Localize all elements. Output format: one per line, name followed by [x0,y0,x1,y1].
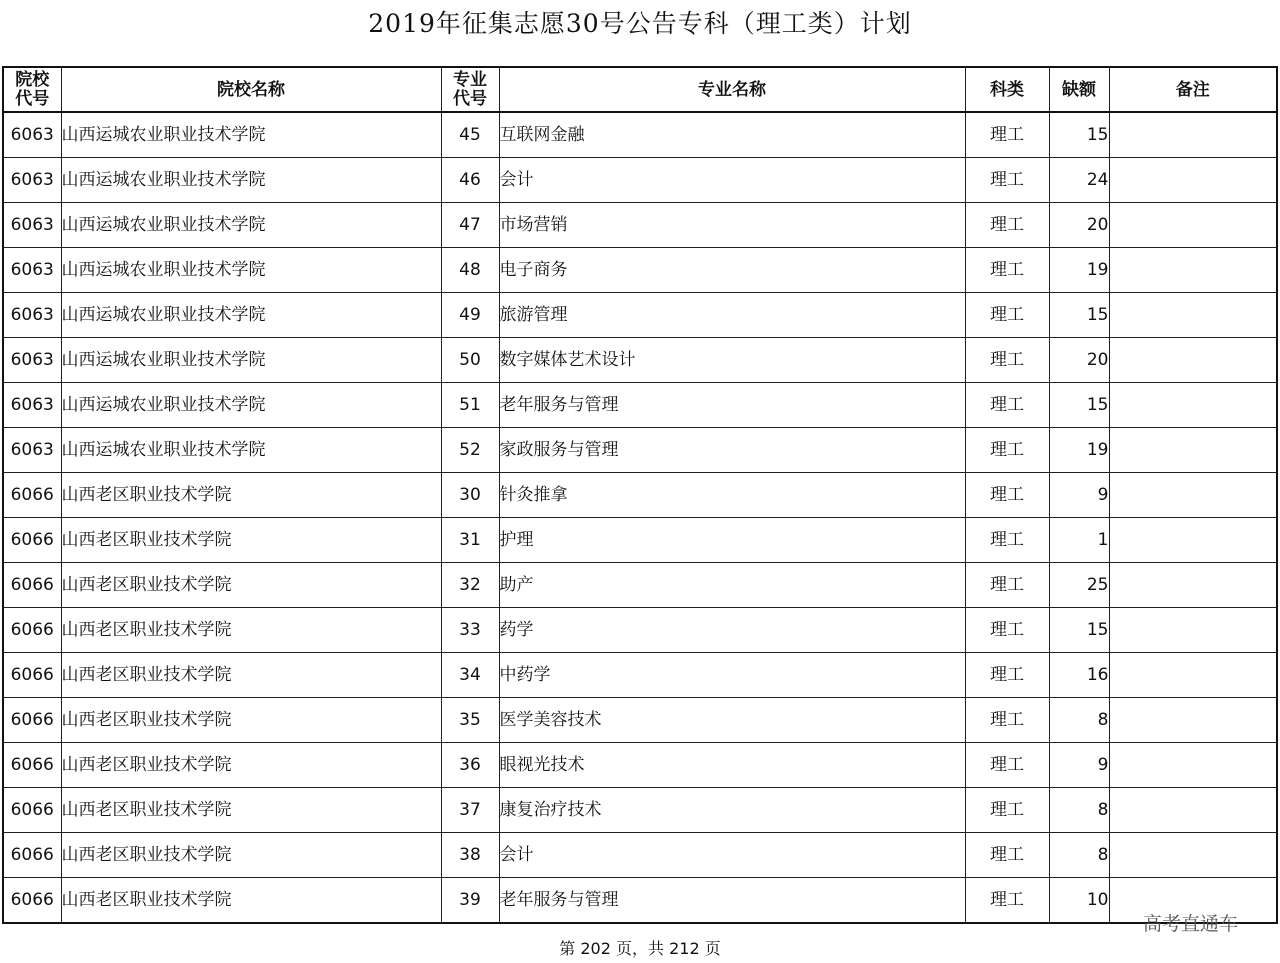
cell-quota: 20 [1049,338,1109,383]
cell-major-name: 旅游管理 [499,293,965,338]
table-row [3,383,1277,428]
cell-school-name: 山西运城农业职业技术学院 [61,293,441,338]
table-row [3,158,1277,203]
cell-major-code: 30 [441,473,499,518]
cell-note [1109,698,1277,743]
cell-major-code: 45 [441,112,499,158]
cell-major-code: 32 [441,563,499,608]
cell-major-name: 互联网金融 [499,112,965,158]
cell-school-code: 6066 [3,698,61,743]
cell-note [1109,428,1277,473]
cell-quota: 19 [1049,428,1109,473]
cell-school-name: 山西运城农业职业技术学院 [61,112,441,158]
cell-school-name: 山西运城农业职业技术学院 [61,383,441,428]
cell-major-code: 33 [441,608,499,653]
table-row [3,788,1277,833]
cell-category: 理工 [965,608,1049,653]
cell-major-code: 52 [441,428,499,473]
cell-major-code: 37 [441,788,499,833]
cell-major-name: 针灸推拿 [499,473,965,518]
header-major-code: 专业 代号 [441,67,499,112]
cell-category: 理工 [965,383,1049,428]
cell-school-code: 6063 [3,338,61,383]
cell-school-name: 山西运城农业职业技术学院 [61,158,441,203]
cell-major-code: 39 [441,878,499,924]
cell-major-name: 会计 [499,833,965,878]
table-row [3,563,1277,608]
cell-note [1109,248,1277,293]
cell-major-name: 眼视光技术 [499,743,965,788]
header-note: 备注 [1109,67,1277,112]
table-row [3,293,1277,338]
table-row [3,833,1277,878]
cell-quota: 9 [1049,743,1109,788]
page-number-footer: 第 202 页，共 212 页 [559,939,721,958]
cell-school-code: 6063 [3,293,61,338]
cell-major-name: 数字媒体艺术设计 [499,338,965,383]
cell-school-name: 山西老区职业技术学院 [61,518,441,563]
cell-category: 理工 [965,698,1049,743]
table-header-row [3,67,1277,112]
table-body [3,112,1277,923]
page-title: 2019年征集志愿30号公告专科（理工类）计划 [368,9,912,38]
cell-major-code: 49 [441,293,499,338]
cell-major-code: 36 [441,743,499,788]
cell-quota: 1 [1049,518,1109,563]
cell-major-name: 老年服务与管理 [499,383,965,428]
cell-quota: 8 [1049,788,1109,833]
cell-category: 理工 [965,293,1049,338]
cell-school-name: 山西老区职业技术学院 [61,833,441,878]
cell-school-code: 6066 [3,878,61,924]
cell-quota: 9 [1049,473,1109,518]
table-row [3,698,1277,743]
cell-note [1109,833,1277,878]
cell-note [1109,473,1277,518]
cell-category: 理工 [965,518,1049,563]
cell-school-name: 山西老区职业技术学院 [61,878,441,924]
cell-note [1109,338,1277,383]
cell-major-code: 31 [441,518,499,563]
cell-major-code: 50 [441,338,499,383]
cell-quota: 15 [1049,608,1109,653]
table-row [3,112,1277,158]
cell-major-code: 34 [441,653,499,698]
cell-category: 理工 [965,203,1049,248]
cell-school-code: 6066 [3,653,61,698]
cell-major-name: 医学美容技术 [499,698,965,743]
cell-school-code: 6063 [3,203,61,248]
enrollment-plan-table [2,66,1278,924]
header-school-code: 院校 代号 [3,67,61,112]
cell-school-code: 6066 [3,608,61,653]
cell-major-code: 35 [441,698,499,743]
table-row [3,653,1277,698]
header-major-name: 专业名称 [499,67,965,112]
cell-quota: 20 [1049,203,1109,248]
cell-major-name: 中药学 [499,653,965,698]
table-row [3,203,1277,248]
cell-school-code: 6063 [3,428,61,473]
cell-quota: 15 [1049,293,1109,338]
cell-school-code: 6063 [3,158,61,203]
cell-school-code: 6066 [3,788,61,833]
cell-category: 理工 [965,473,1049,518]
cell-category: 理工 [965,338,1049,383]
cell-school-name: 山西老区职业技术学院 [61,563,441,608]
cell-major-name: 护理 [499,518,965,563]
header-school-name: 院校名称 [61,67,441,112]
cell-category: 理工 [965,878,1049,924]
cell-school-code: 6063 [3,248,61,293]
cell-school-code: 6066 [3,833,61,878]
cell-major-code: 51 [441,383,499,428]
cell-note [1109,608,1277,653]
cell-school-name: 山西老区职业技术学院 [61,743,441,788]
cell-note [1109,653,1277,698]
cell-major-code: 47 [441,203,499,248]
cell-school-name: 山西运城农业职业技术学院 [61,203,441,248]
cell-note [1109,788,1277,833]
cell-note [1109,203,1277,248]
table-row [3,608,1277,653]
cell-school-name: 山西运城农业职业技术学院 [61,338,441,383]
cell-quota: 19 [1049,248,1109,293]
cell-category: 理工 [965,563,1049,608]
cell-category: 理工 [965,653,1049,698]
header-category: 科类 [965,67,1049,112]
cell-quota: 8 [1049,833,1109,878]
cell-category: 理工 [965,158,1049,203]
cell-quota: 24 [1049,158,1109,203]
cell-note [1109,383,1277,428]
cell-school-name: 山西老区职业技术学院 [61,608,441,653]
cell-quota: 15 [1049,383,1109,428]
table-row [3,743,1277,788]
cell-major-name: 家政服务与管理 [499,428,965,473]
table-row [3,518,1277,563]
cell-quota: 8 [1049,698,1109,743]
table-row [3,338,1277,383]
cell-school-name: 山西老区职业技术学院 [61,473,441,518]
cell-school-code: 6066 [3,743,61,788]
cell-note [1109,563,1277,608]
cell-school-name: 山西老区职业技术学院 [61,788,441,833]
cell-major-name: 会计 [499,158,965,203]
cell-major-name: 康复治疗技术 [499,788,965,833]
cell-quota: 15 [1049,112,1109,158]
cell-school-code: 6066 [3,473,61,518]
cell-major-name: 老年服务与管理 [499,878,965,924]
cell-note [1109,743,1277,788]
cell-school-code: 6066 [3,563,61,608]
cell-category: 理工 [965,248,1049,293]
cell-quota: 25 [1049,563,1109,608]
cell-category: 理工 [965,743,1049,788]
cell-major-name: 药学 [499,608,965,653]
cell-major-name: 市场营销 [499,203,965,248]
cell-category: 理工 [965,833,1049,878]
cell-quota: 16 [1049,653,1109,698]
cell-school-name: 山西老区职业技术学院 [61,653,441,698]
cell-quota: 10 [1049,878,1109,924]
table-row [3,248,1277,293]
table-row [3,878,1277,924]
cell-school-name: 山西运城农业职业技术学院 [61,248,441,293]
cell-category: 理工 [965,788,1049,833]
cell-note [1109,293,1277,338]
cell-note [1109,112,1277,158]
cell-note [1109,518,1277,563]
cell-major-code: 46 [441,158,499,203]
cell-note [1109,158,1277,203]
cell-school-code: 6066 [3,518,61,563]
header-quota: 缺额 [1049,67,1109,112]
cell-major-code: 38 [441,833,499,878]
cell-school-code: 6063 [3,112,61,158]
cell-category: 理工 [965,428,1049,473]
cell-major-code: 48 [441,248,499,293]
cell-major-name: 助产 [499,563,965,608]
table-row [3,473,1277,518]
watermark-text: 高考直通车 [1143,913,1239,935]
cell-category: 理工 [965,112,1049,158]
cell-school-code: 6063 [3,383,61,428]
cell-school-name: 山西老区职业技术学院 [61,698,441,743]
cell-major-name: 电子商务 [499,248,965,293]
table-row [3,428,1277,473]
cell-school-name: 山西运城农业职业技术学院 [61,428,441,473]
